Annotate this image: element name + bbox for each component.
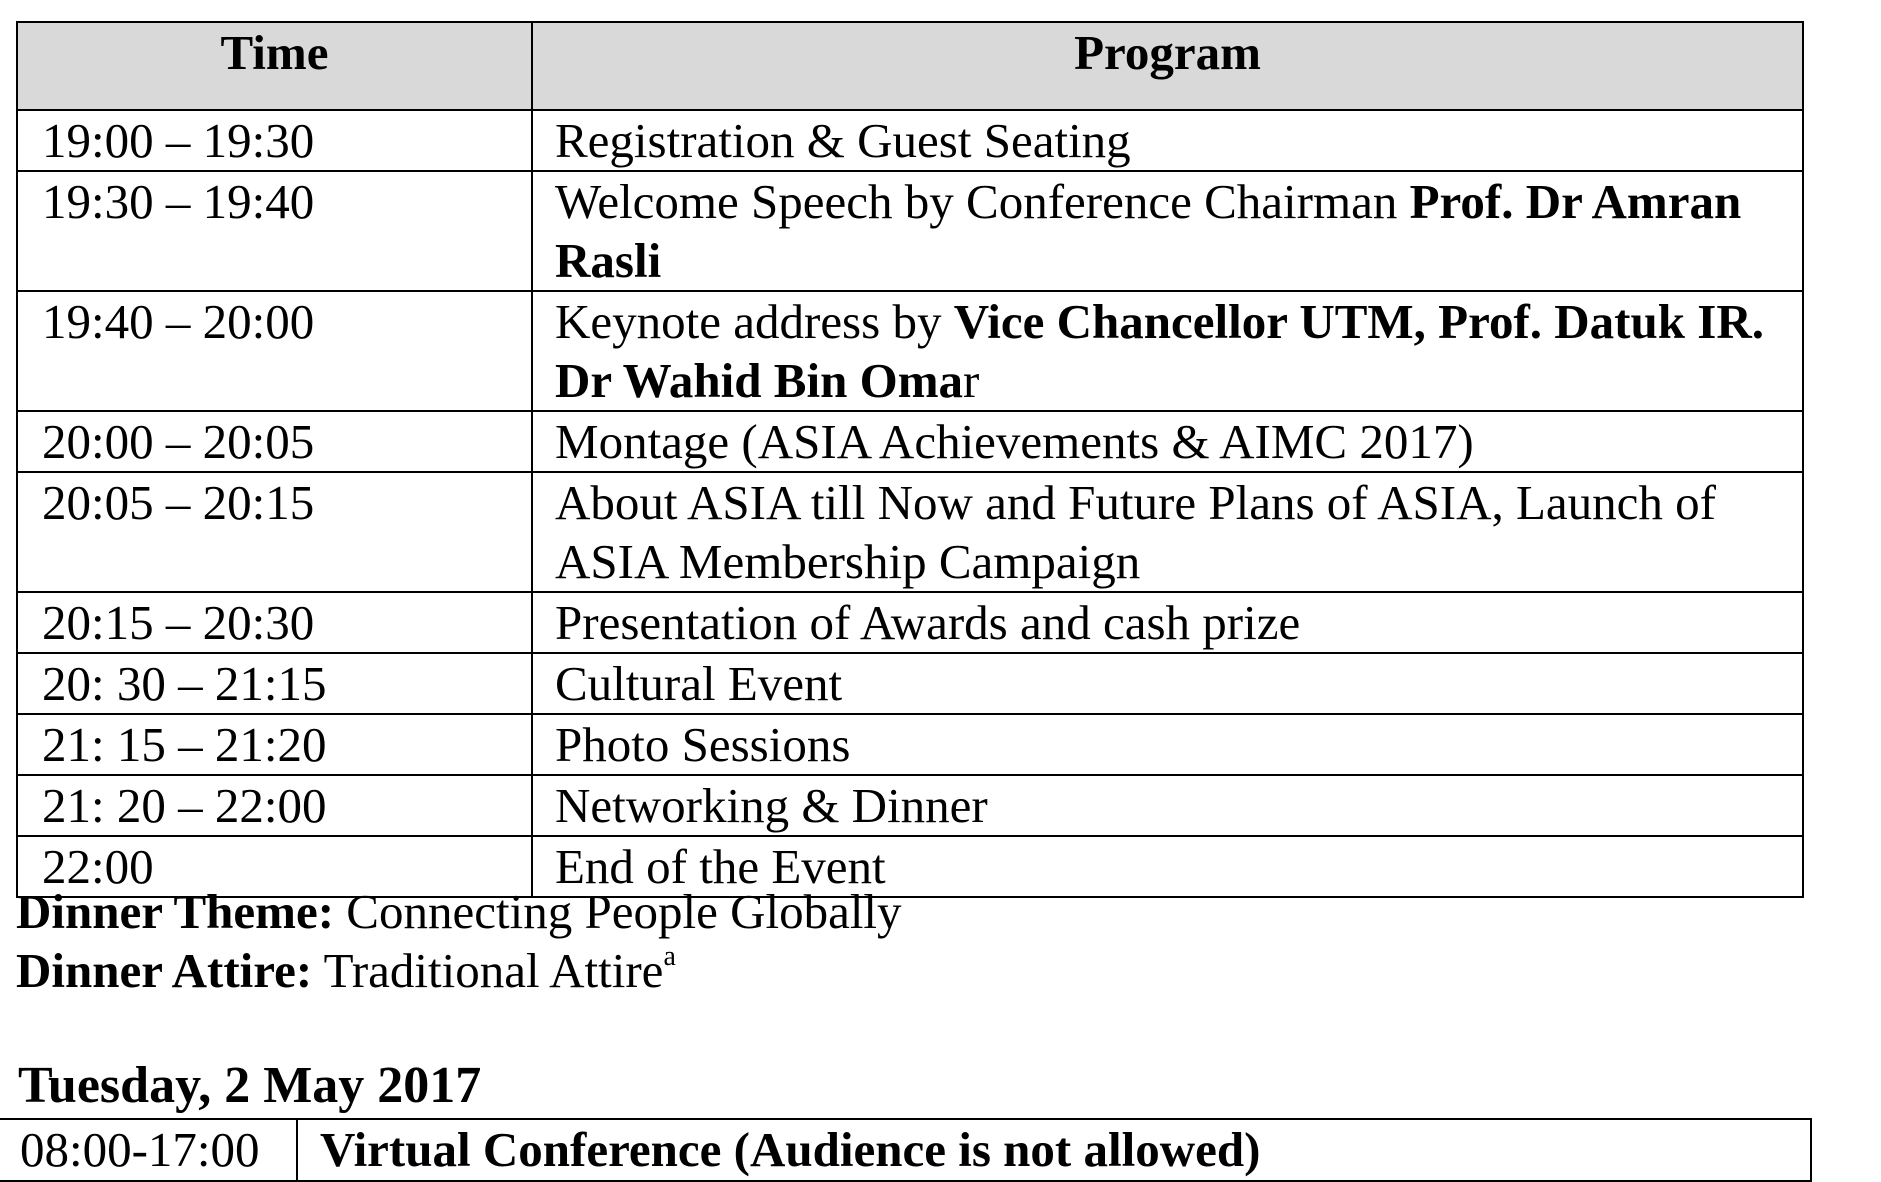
program-cell <box>532 110 1803 171</box>
time-cell: 20:15 – 20:30 <box>17 592 532 653</box>
program-cell <box>532 411 1803 472</box>
program-cell: Virtual Conference (Audience is not allowed) <box>297 1119 1811 1181</box>
time-cell: 20:00 – 20:05 <box>17 411 532 472</box>
program-text: Welcome Speech by Conference Chairman <box>555 174 1410 229</box>
table-row <box>17 775 1803 836</box>
table-row <box>17 653 1803 714</box>
table-row <box>17 714 1803 775</box>
time-cell: 20:05 – 20:15 <box>17 472 532 592</box>
dinner-theme-label: Dinner Theme: <box>16 884 335 939</box>
dinner-attire-line <box>16 941 902 1000</box>
time-cell: 21: 15 – 21:20 <box>17 714 532 775</box>
time-cell: 19:40 – 20:00 <box>17 291 532 411</box>
table-row <box>17 110 1803 171</box>
dinner-attire-label: Dinner Attire: <box>16 943 313 998</box>
program-text: Networking & Dinner <box>555 778 988 833</box>
program-text: r <box>963 353 980 408</box>
program-cell <box>532 714 1803 775</box>
table-row <box>17 472 1803 592</box>
program-cell <box>532 775 1803 836</box>
program-cell <box>532 291 1803 411</box>
program-text: End of the Event <box>555 839 886 894</box>
program-text: Montage (ASIA Achievements & AIMC 2017) <box>555 414 1474 469</box>
program-column-header: Program <box>532 22 1803 110</box>
time-cell: 21: 20 – 22:00 <box>17 775 532 836</box>
dinner-theme-line <box>16 882 902 941</box>
time-cell: 22:00 <box>17 836 532 897</box>
table-row <box>17 171 1803 291</box>
dinner-notes <box>16 882 902 1000</box>
schedule-body <box>17 110 1803 897</box>
attire-footnote-marker: a <box>663 941 676 972</box>
time-column-header: Time <box>17 22 532 110</box>
dinner-attire-value: Traditional Attire <box>323 943 664 998</box>
table-row <box>17 592 1803 653</box>
program-cell <box>532 653 1803 714</box>
program-text-bold: Prof. Dr Amran Rasli <box>555 174 1742 288</box>
schedule-table <box>16 21 1804 898</box>
table-row <box>17 291 1803 411</box>
program-text: Presentation of Awards and cash prize <box>555 595 1301 650</box>
program-cell <box>532 472 1803 592</box>
program-text-bold: Vice Chancellor UTM, Prof. Datuk IR. Dr Wahid Bin Oma <box>555 294 1764 408</box>
table-row <box>0 1119 1811 1181</box>
dinner-theme-value: Connecting People Globally <box>346 884 902 939</box>
program-text: Cultural Event <box>555 656 843 711</box>
day-heading: Tuesday, 2 May 2017 <box>18 1057 482 1114</box>
table-row <box>17 411 1803 472</box>
time-cell: 08:00-17:00 <box>0 1119 297 1181</box>
time-cell: 19:30 – 19:40 <box>17 171 532 291</box>
program-cell <box>532 592 1803 653</box>
program-cell <box>532 171 1803 291</box>
program-text: Registration & Guest Seating <box>555 113 1131 168</box>
time-cell: 20: 30 – 21:15 <box>17 653 532 714</box>
program-text: Keynote address by <box>555 294 954 349</box>
program-text: About ASIA till Now and Future Plans of ASIA, Launch of ASIA Membership Campaign <box>555 475 1716 589</box>
time-cell: 19:00 – 19:30 <box>17 110 532 171</box>
next-day-table <box>0 1118 1812 1182</box>
program-text: Photo Sessions <box>555 717 851 772</box>
schedule-header-row <box>17 22 1803 110</box>
